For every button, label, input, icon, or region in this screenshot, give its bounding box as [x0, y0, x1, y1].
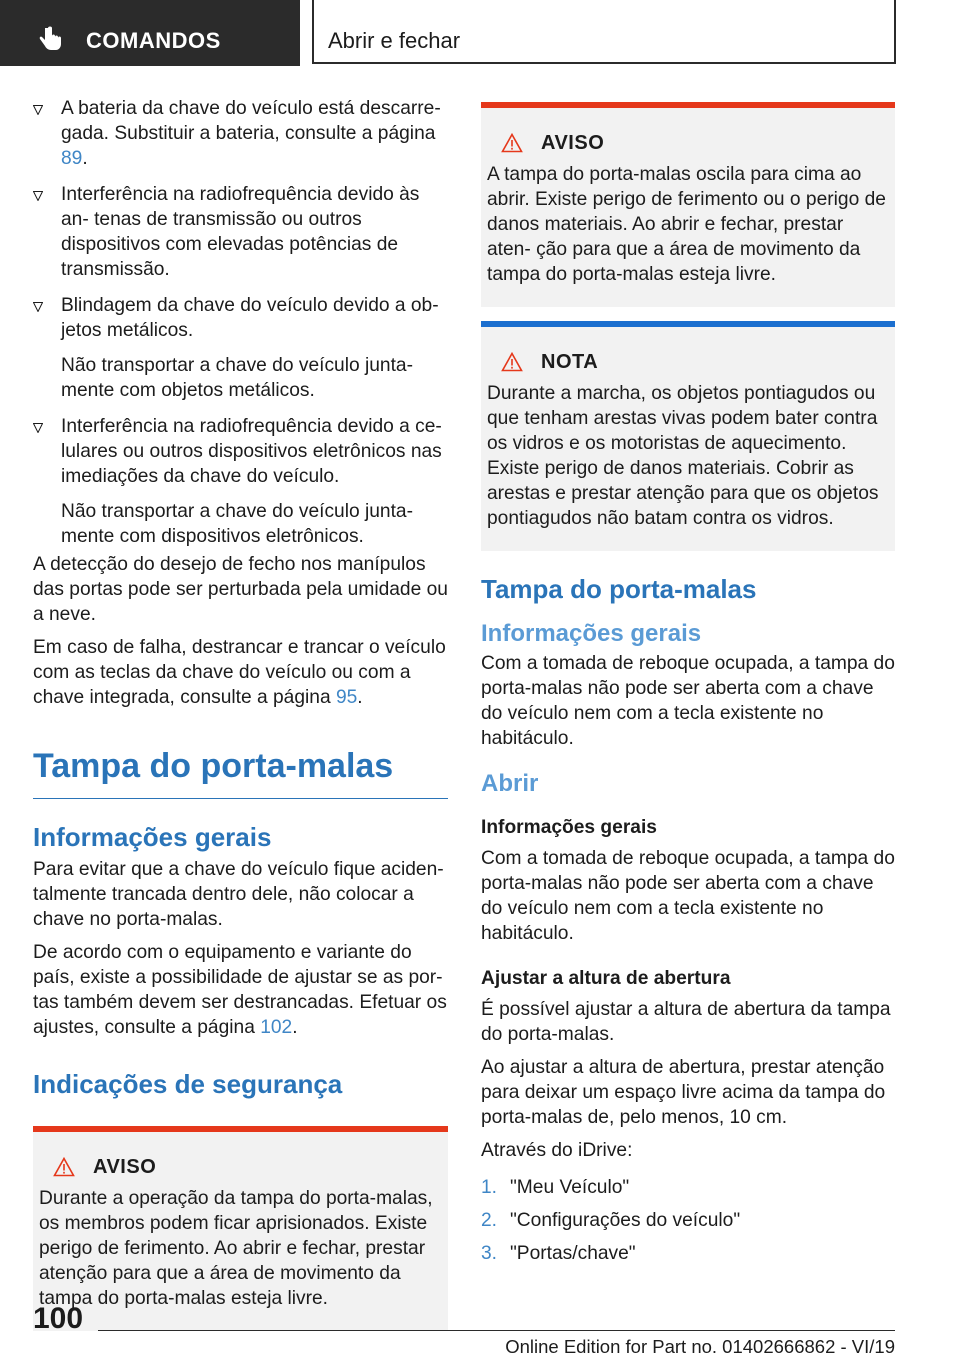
- paragraph-tow: Com a tomada de reboque ocupada, a tampa do porta-malas não pode ser aberta com a chave do veículo nem com a tecla existente no habitáculo.: [481, 653, 895, 749]
- bullet-text-part: A bateria da chave do veículo está descarre- gada. Substituir a bateria, consulte a página: [61, 98, 441, 144]
- list-item: [33, 293, 448, 403]
- warning-header: [39, 1152, 440, 1182]
- warning-text: Durante a operação da tampa do porta-malas, os membros podem ficar aprisionados. Existe perigo de ferimento. Ao abrir e fechar, prestar atenção para que a área de movimento da tampa do porta-malas esteja livre.: [39, 1188, 433, 1309]
- text-part: .: [357, 687, 363, 708]
- text-part: .: [292, 1017, 298, 1038]
- step-text: "Meu Veículo": [510, 1177, 630, 1198]
- subheading-open: Abrir: [481, 770, 539, 797]
- section-heading-trunk: Tampa do porta-malas: [481, 574, 757, 604]
- bullet-text: Interferência na radiofrequência devido às an- tenas de transmissão ou outros dispositivos com elevadas potências de transmissão.: [61, 184, 420, 280]
- warning-triangle-icon: [53, 1157, 75, 1177]
- list-item: [481, 1208, 895, 1233]
- paragraph-idrive: Através do iDrive:: [481, 1140, 633, 1161]
- text-part: Em caso de falha, destrancar e trancar o veículo com as teclas da chave do veículo ou com a chave integrada, consulte a página: [33, 637, 446, 708]
- step-text: "Portas/chave": [510, 1243, 636, 1264]
- subsection-title: Abrir e fechar: [328, 28, 461, 53]
- warning-header: [487, 128, 887, 158]
- bullet-list: [33, 96, 448, 549]
- step-number: 1.: [481, 1177, 498, 1198]
- section-title: COMANDOS: [86, 28, 221, 53]
- paragraph-equipment: [33, 940, 448, 1040]
- note-text: Durante a marcha, os objetos pontiagudos ou que tenham arestas vivas podem bater contra os vidros e os motoristas de aquecimento. Existe perigo de danos materiais. Cobrir as arestas e prestar atenção para que os objetos pontiagudos não batam contra os vidros.: [487, 383, 879, 529]
- note-title: NOTA: [541, 350, 599, 373]
- list-item: [481, 1175, 895, 1200]
- subheading-general-info: Informações gerais: [481, 620, 702, 647]
- step-text: "Configurações do veículo": [510, 1210, 741, 1231]
- triangle-bullet-icon: [33, 302, 43, 312]
- warning-title: AVISO: [541, 131, 605, 154]
- list-item: [33, 96, 448, 171]
- paragraph-detection: A detecção do desejo de fecho nos manípulos das portas pode ser perturbada pela umidade ou a neve.: [33, 554, 448, 625]
- warning-triangle-icon: [501, 352, 523, 372]
- steps-list: [481, 1175, 895, 1266]
- subheading-safety: Indicações de segurança: [33, 1069, 343, 1099]
- paragraph-tow-2: Com a tomada de reboque ocupada, a tampa do porta-malas não pode ser aberta com a chave do veículo nem com a tecla existente no habitáculo.: [481, 848, 895, 944]
- minor-heading-height: Ajustar a altura de abertura: [481, 968, 731, 989]
- hand-pointer-icon: [38, 26, 64, 52]
- step-number: 3.: [481, 1243, 498, 1264]
- list-item: [33, 182, 448, 282]
- paragraph-height-1: É possível ajustar a altura de abertura da tampa do porta-malas.: [481, 999, 891, 1045]
- bullet-text: Blindagem da chave do veículo devido a ob- jetos metálicos.: [61, 295, 439, 341]
- page-header: [0, 0, 960, 66]
- footer-divider: [98, 1330, 895, 1331]
- paragraph-height-2: Ao ajustar a altura de abertura, prestar atenção para deixar um espaço livre acima da tampa do porta-malas de, pelo menos, 10 cm.: [481, 1057, 886, 1128]
- right-column: [481, 102, 895, 1274]
- section-tab: [0, 0, 300, 66]
- subsection-box: [312, 0, 896, 64]
- step-number: 2.: [481, 1210, 498, 1231]
- note-header: [487, 347, 887, 377]
- paragraph-key-trunk: Para evitar que a chave do veículo fique aciden- talmente trancada dentro dele, não colocar a chave no porta-malas.: [33, 859, 444, 930]
- bullet-subtext: Não transportar a chave do veículo junta- mente com objetos metálicos.: [61, 355, 413, 401]
- page-link-89[interactable]: 89: [61, 148, 83, 169]
- minor-heading-general-info: Informações gerais: [481, 817, 657, 838]
- page-footer: [0, 1290, 960, 1362]
- page-link-102[interactable]: 102: [260, 1017, 293, 1038]
- bullet-text: [61, 96, 448, 171]
- triangle-bullet-icon: [33, 423, 43, 433]
- section-heading: Tampa do porta-malas: [33, 746, 448, 799]
- text-part: De acordo com o equipamento e variante do país, existe a possibilidade de ajustar se as por- tas também devem ser destrancadas. Efetuar os ajustes, consulte a página: [33, 942, 447, 1038]
- bullet-text: Interferência na radiofrequência devido a ce- lulares ou outros dispositivos eletrônicos nas imediações da chave do veículo.: [61, 416, 442, 487]
- warning-text: A tampa do porta-malas oscila para cima ao abrir. Existe perigo de ferimento ou o perigo de danos materiais. Ao abrir e fechar, prestar aten- ção para que a área de movimento da tampa do porta-malas esteja livre.: [487, 164, 886, 285]
- paragraph-failure: [33, 635, 448, 710]
- triangle-bullet-icon: [33, 191, 43, 201]
- subheading-general-info: Informações gerais: [33, 822, 272, 852]
- triangle-bullet-icon: [33, 105, 43, 115]
- page-number: 100: [33, 1302, 84, 1335]
- bullet-subtext: Não transportar a chave do veículo junta- mente com dispositivos eletrônicos.: [61, 501, 413, 547]
- left-column: [33, 96, 448, 1331]
- warning-box: [481, 102, 895, 307]
- bullet-text-part: .: [82, 148, 88, 169]
- list-item: [33, 414, 448, 549]
- page-link-95[interactable]: 95: [335, 687, 358, 708]
- note-box: [481, 321, 895, 551]
- edition-text: Online Edition for Part no. 01402666862 - VI/19: [505, 1336, 895, 1357]
- warning-triangle-icon: [501, 133, 523, 153]
- list-item: [481, 1241, 895, 1266]
- warning-title: AVISO: [93, 1155, 157, 1178]
